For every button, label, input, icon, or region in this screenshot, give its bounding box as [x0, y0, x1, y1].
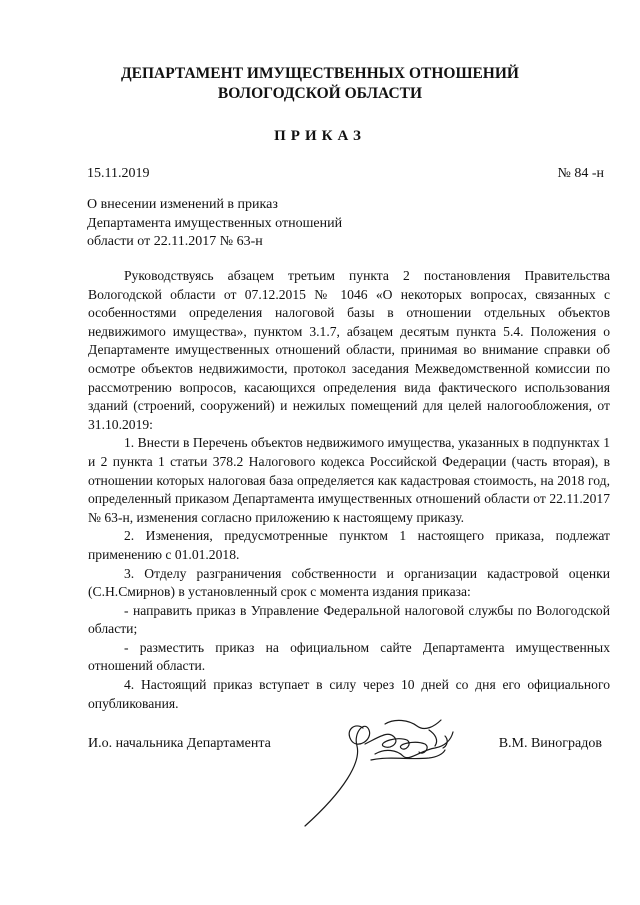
clause-3-item-1: - направить приказ в Управление Федеральной налоговой службы по Вологодской области; — [88, 602, 610, 637]
department-header-line-1: ДЕПАРТАМЕНТ ИМУЩЕСТВЕННЫХ ОТНОШЕНИЙ — [121, 65, 519, 82]
signatory-name: В.М. Виноградов — [498, 736, 602, 751]
clause-2: 2. Изменения, предусмотренные пунктом 1 настоящего приказа, подлежат применению с 01.01.2018. — [88, 528, 610, 562]
document-title: ПРИКАЗ — [274, 128, 366, 144]
clause-1: 1. Внести в Перечень объектов недвижимого имущества, указанных в подпунктах 1 и 2 пункта 1 статьи 378.2 Налогового кодекса Российской Федерации (часть вторая), в отношении которых налоговая база определяется как кадастровая стоимость, на 2018 год, определенный приказом Департамента имущественных отношений области от 22.11.2017 № 63-н, изменения согласно приложению к настоящему приказу. — [88, 435, 610, 525]
clause-4: 4. Настоящий приказ вступает в силу через 10 дней со дня его официального опубликования. — [88, 677, 610, 711]
clause-3: 3. Отделу разграничения собственности и организации кадастровой оценки (С.Н.Смирнов) в установленный срок с момента издания приказа: — [88, 565, 610, 600]
order-body — [88, 267, 610, 713]
order-number: № 84 -н — [557, 166, 604, 181]
subject-line: О внесении изменений в приказ — [87, 197, 278, 212]
preamble-paragraph: Руководствуясь абзацем третьим пункта 2 постановления Правительства Вологодской области от 07.12.2015 № 1046 «О некоторых вопросах, связанных с особенностями определения налоговой базы в отношении отдельных объектов недвижимого имущества», пунктом 3.1.7, абзацем десятым пункта 5.4. Положения о Департаменте имущественных отношений области, принимая во внимание справки об осмотре объектов недвижимости, протокол заседания Межведомственной комиссии по рассмотрению вопросов, касающихся определения вида фактического использования зданий (строений, сооружений) и нежилых помещений для целей налогообложения, от 31.10.2019: — [88, 268, 610, 432]
department-header-line-2: ВОЛОГОДСКОЙ ОБЛАСТИ — [217, 85, 423, 102]
subject-line: области от 22.11.2017 № 63-н — [87, 234, 263, 249]
order-date: 15.11.2019 — [87, 166, 150, 181]
clause-3-item-2: - разместить приказ на официальном сайте Департамента имущественных отношений области. — [88, 639, 610, 674]
order-subject — [87, 196, 342, 252]
subject-line: Департамента имущественных отношений — [87, 215, 343, 231]
handwritten-signature — [285, 700, 495, 840]
signatory-title: И.о. начальника Департамента — [88, 736, 271, 751]
